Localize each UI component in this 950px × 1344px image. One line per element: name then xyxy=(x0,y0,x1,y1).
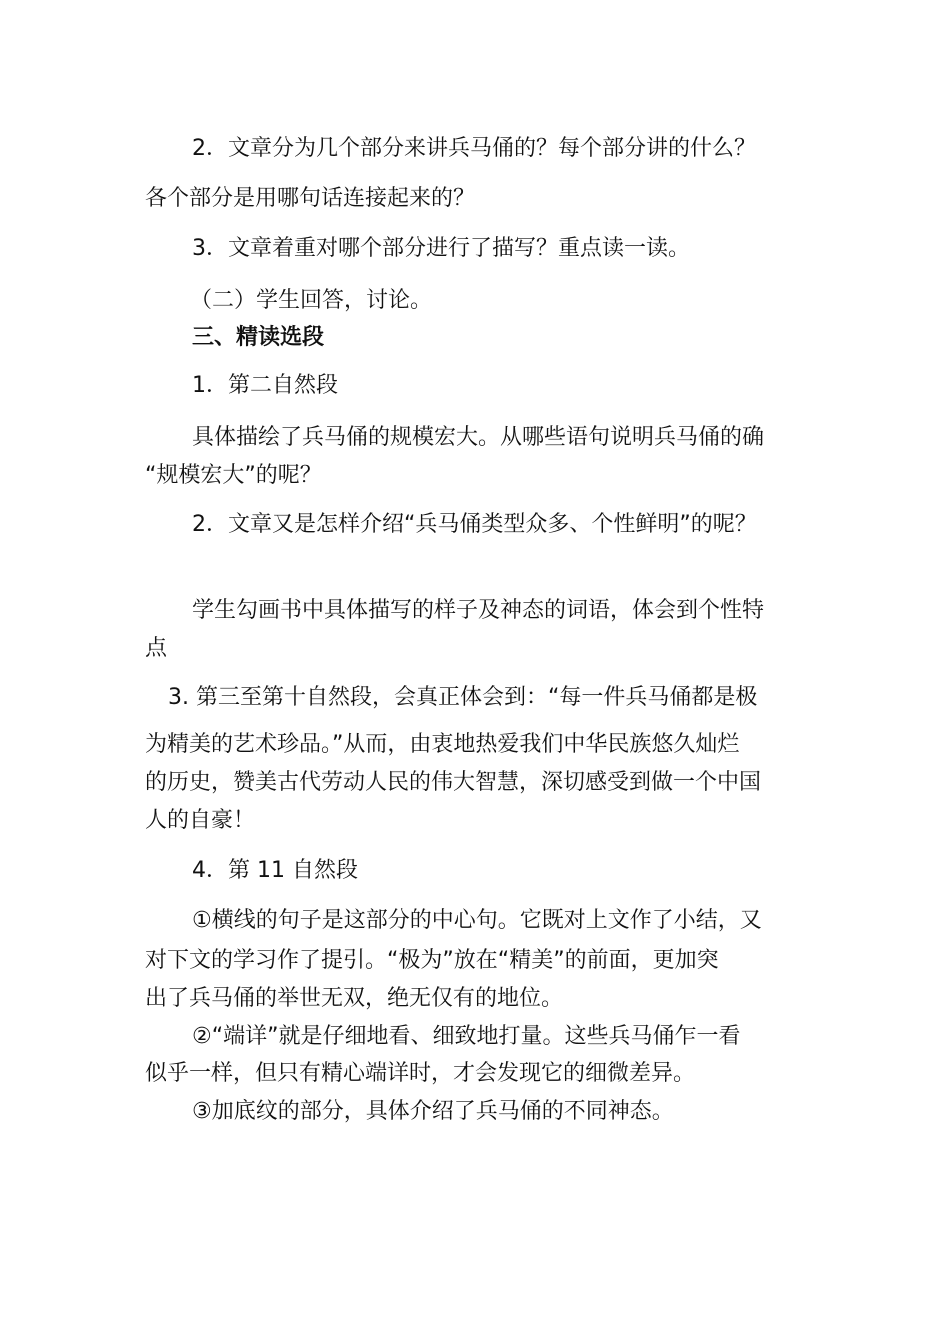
item-3-line-4: 人的自豪！ xyxy=(145,808,256,833)
item-3-line-3: 的历史，赞美古代劳动人民的伟大智慧，深切感受到做一个中国 xyxy=(145,770,762,795)
note-2-line-1: ②“端详”就是仔细地看、细致地打量。这些兵马俑乍一看 xyxy=(192,1024,741,1049)
heading-close-reading: 三、精读选段 xyxy=(192,325,325,350)
item-3-line-2: 为精美的艺术珍品。”从而，由衷地热爱我们中华民族悠久灿烂 xyxy=(145,732,740,757)
note-2-line-2: 似乎一样，但只有精心端详时，才会发现它的细微差异。 xyxy=(145,1061,696,1086)
item-1-text-line-2: “规模宏大”的呢？ xyxy=(145,463,322,488)
question-2-line-2: 各个部分是用哪句话连接起来的？ xyxy=(145,186,476,211)
item-4-title: 4．第 11 自然段 xyxy=(192,858,358,883)
note-1-line-3: 出了兵马俑的举世无双，绝无仅有的地位。 xyxy=(145,986,564,1011)
section-student-answer: （二）学生回答，讨论。 xyxy=(190,288,433,313)
item-1-title: 1．第二自然段 xyxy=(192,373,338,398)
item-2-title: 2．文章又是怎样介绍“兵马俑类型众多、个性鲜明”的呢？ xyxy=(192,512,757,537)
item-2-text-line-1: 学生勾画书中具体描写的样子及神态的词语，体会到个性特 xyxy=(192,598,765,623)
note-3: ③加底纹的部分，具体介绍了兵马俑的不同神态。 xyxy=(192,1099,674,1124)
item-1-text-line-1: 具体描绘了兵马俑的规模宏大。从哪些语句说明兵马俑的确 xyxy=(192,425,765,450)
note-1-line-1: ①横线的句子是这部分的中心句。它既对上文作了小结，又 xyxy=(192,908,762,933)
question-3: 3．文章着重对哪个部分进行了描写？重点读一读。 xyxy=(192,236,690,261)
question-2-line-1: 2．文章分为几个部分来讲兵马俑的？每个部分讲的什么？ xyxy=(192,136,756,161)
item-3-line-1: 3. 第三至第十自然段，会真正体会到：“每一件兵马俑都是极 xyxy=(168,685,758,710)
item-2-text-line-2: 点 xyxy=(145,636,168,661)
note-1-line-2: 对下文的学习作了提引。“极为”放在“精美”的前面，更加突 xyxy=(145,948,719,973)
